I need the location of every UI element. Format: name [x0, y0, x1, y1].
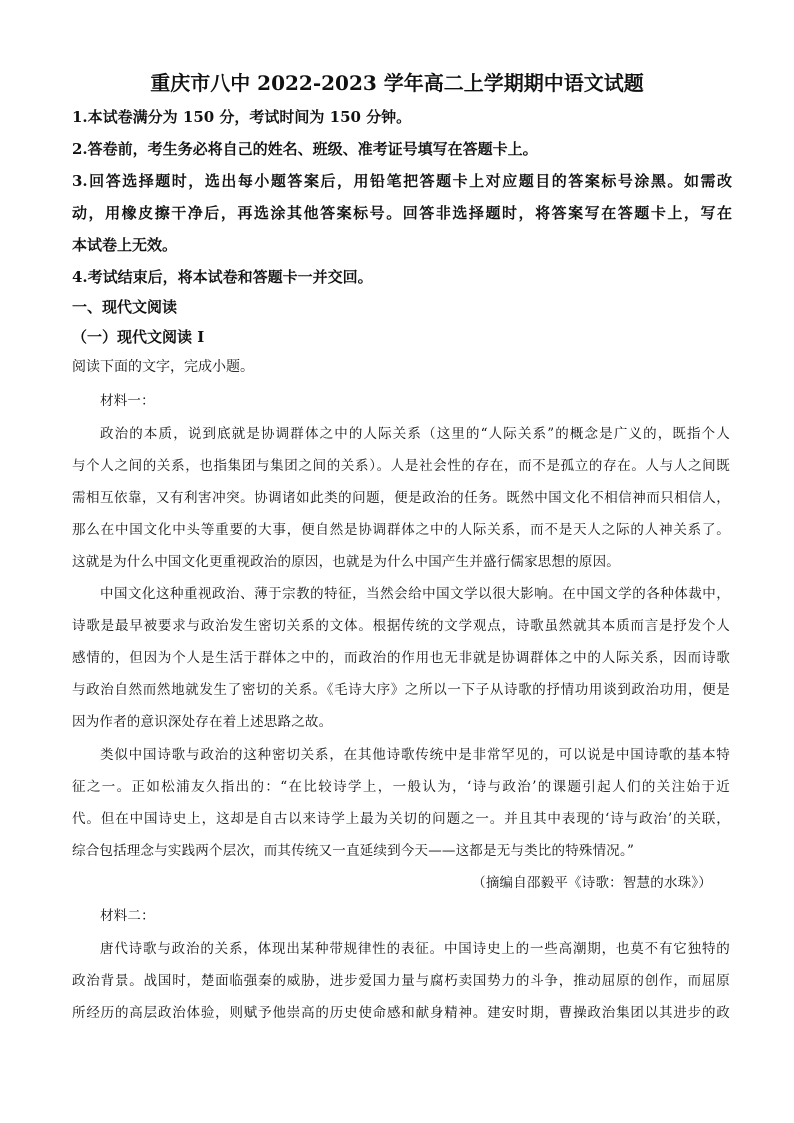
source-citation: （摘编自邵毅平《诗歌：智慧的水珠》）: [472, 875, 712, 891]
instruction-line: 1.本试卷满分为 150 分，考试时间为 150 分钟。: [72, 108, 412, 126]
section-heading: 一、现代文阅读: [72, 298, 178, 316]
paragraph-line: 中国文化这种重视政治、薄于宗教的特征，当然会给中国文学以很大影响。在中国文学的各种体裁中，: [100, 586, 730, 602]
paragraph-line: 类似中国诗歌与政治的这种密切关系，在其他诗歌传统中是非常罕见的，可以说是中国诗歌的基本特: [100, 747, 730, 763]
paragraph-line: 那么在中国文化中头等重要的大事，便自然是协调群体之中的人际关系，而不是天人之际的人神关系了。: [72, 522, 730, 538]
reading-prompt: 阅读下面的文字，完成小题。: [72, 359, 254, 375]
instruction-line: 动，用橡皮擦干净后，再选涂其他答案标号。回答非选择题时，将答案写在答题卡上，写在: [72, 204, 732, 222]
paragraph-line: 需相互依靠，又有利害冲突。协调诸如此类的问题，便是政治的任务。既然中国文化不相信神而只相信人，: [72, 490, 730, 506]
paragraph-line: 感情的，但因为个人是生活于群体之中的，而政治的作用也无非就是协调群体之中的人际关系，因而诗歌: [72, 650, 730, 666]
instruction-line: 2.答卷前，考生务必将自己的姓名、班级、准考证号填写在答题卡上。: [72, 140, 538, 158]
paragraph-line: 代。但在中国诗史上，这却是自古以来诗学上最为关切的问题之一。并且其中表现的‘诗与政治’的关联，: [72, 811, 730, 827]
paragraph-line: 因为作者的意识深处存在着上述思路之故。: [72, 714, 333, 730]
paragraph-line: 与政治自然而然地就发生了密切的关系。《毛诗大序》之所以一下子从诗歌的抒情功用谈到政治功用，便是: [72, 682, 730, 698]
paragraph-line: 征之一。正如松浦友久指出的：“在比较诗学上，一般认为，‘诗与政治’的课题引起人们的关注始于近: [72, 779, 730, 795]
paragraph-line: 与个人之间的关系，也指集团与集团之间的关系）。人是社会性的存在，而不是孤立的存在。人与人之间既: [72, 458, 730, 474]
material-label: 材料一：: [100, 393, 155, 409]
instruction-line: 4.考试结束后，将本试卷和答题卡一并交回。: [72, 268, 373, 286]
instruction-line: 3.回答选择题时，选出每小题答案后，用铅笔把答题卡上对应题目的答案标号涂黑。如需改: [72, 172, 732, 190]
page-title: 重庆市八中 2022-2023 学年高二上学期期中语文试题: [150, 71, 644, 95]
paragraph-line: 综合包括理念与实践两个层次，而其传统又一直延续到今天——这都是无与类比的特殊情况。”: [72, 843, 635, 859]
paragraph-line: 诗歌是最早被要求与政治发生密切关系的文体。根据传统的文学观点，诗歌虽然就其本质而言是抒发个人: [72, 618, 730, 634]
subsection-heading: （一）现代文阅读 I: [72, 328, 205, 346]
material-label: 材料二：: [100, 908, 155, 924]
paragraph-line: 政治的本质，说到底就是协调群体之中的人际关系（这里的“人际关系”的概念是广义的，既指个人: [100, 426, 730, 442]
paragraph-line: 这就是为什么中国文化更重视政治的原因，也就是为什么中国产生并盛行儒家思想的原因。: [72, 554, 620, 570]
paragraph-line: 唐代诗歌与政治的关系，体现出某种带规律性的表征。中国诗史上的一些高潮期，也莫不有它独特的: [100, 941, 730, 957]
paragraph-line: 政治背景。战国时，楚面临强秦的威胁，进步爱国力量与腐朽卖国势力的斗争，推动屈原的创作，而屈原: [72, 973, 730, 989]
instruction-line: 本试卷上无效。: [72, 236, 178, 254]
paragraph-line: 所经历的高层政治体验，则赋予他崇高的历史使命感和献身精神。建安时期，曹操政治集团以其进步的政: [72, 1005, 730, 1021]
